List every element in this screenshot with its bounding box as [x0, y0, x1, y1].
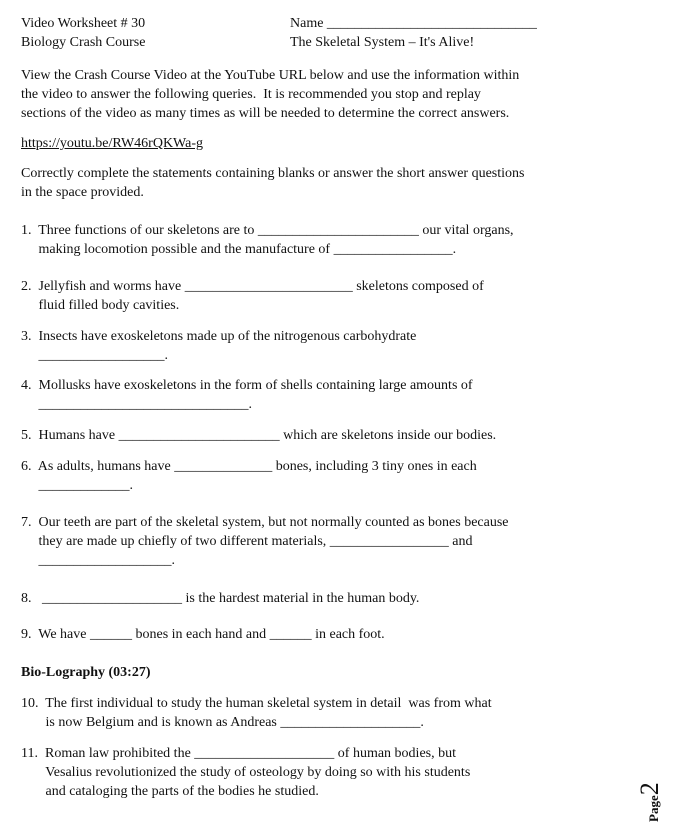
question-9 — [21, 625, 641, 644]
question-1 — [21, 221, 641, 259]
question-5 — [21, 426, 641, 445]
question-line: _____________. — [21, 478, 133, 493]
question-line: is now Belgium and is known as Andreas ____________________. — [21, 715, 424, 730]
video-url-row — [21, 134, 621, 153]
question-2 — [21, 277, 641, 315]
question-line: ___________________. — [21, 553, 175, 568]
question-line: making locomotion possible and the manufacture of _________________. — [21, 242, 457, 257]
intro-paragraph — [21, 66, 621, 123]
question-line: and cataloging the parts of the bodies he studied. — [21, 784, 319, 799]
question-line: ______________________________. — [21, 397, 252, 412]
name-field-label: Name ______________________________ — [290, 16, 537, 31]
question-line: 7. Our teeth are part of the skeletal system, but not normally counted as bones because — [21, 515, 509, 530]
question-line: 1. Three functions of our skeletons are to _______________________ our vital organs, — [21, 223, 514, 238]
section-heading-text: Bio-Lography (03:27) — [21, 665, 151, 680]
question-line: 11. Roman law prohibited the ____________________ of human bodies, but — [21, 746, 456, 761]
question-10 — [21, 694, 641, 732]
section-heading — [21, 663, 641, 682]
question-6 — [21, 457, 641, 495]
instructions-line: in the space provided. — [21, 185, 144, 200]
question-line: 2. Jellyfish and worms have ________________________ skeletons composed of — [21, 279, 484, 294]
question-11 — [21, 744, 641, 801]
page-digit: 2 — [635, 782, 664, 796]
question-line: 5. Humans have _______________________ which are skeletons inside our bodies. — [21, 428, 497, 443]
question-line: Vesalius revolutionized the study of osteology by doing so with his students — [21, 765, 471, 780]
question-7 — [21, 513, 641, 570]
page-number-rotated — [635, 782, 664, 822]
question-line: __________________. — [21, 348, 168, 363]
video-url-link[interactable]: https://youtu.be/RW46rQKWa-g — [21, 136, 204, 151]
instructions-paragraph — [21, 164, 621, 202]
intro-line: the video to answer the following queries. It is recommended you stop and replay — [21, 87, 481, 102]
intro-line: View the Crash Course Video at the YouTube URL below and use the information within — [21, 68, 520, 83]
worksheet-number: Video Worksheet # 30 — [21, 16, 146, 31]
question-line: they are made up chiefly of two different materials, _________________ and — [21, 534, 473, 549]
question-line: 6. As adults, humans have ______________ bones, including 3 tiny ones in each — [21, 459, 477, 474]
instructions-line: Correctly complete the statements containing blanks or answer the short answer questions — [21, 166, 525, 181]
page-number — [635, 770, 677, 830]
course-name: Biology Crash Course — [21, 35, 146, 50]
question-line: 3. Insects have exoskeletons made up of the nitrogenous carbohydrate — [21, 329, 417, 344]
question-8 — [21, 589, 641, 608]
question-4 — [21, 376, 641, 414]
question-3 — [21, 327, 641, 365]
question-line: 8. ____________________ is the hardest material in the human body. — [21, 591, 420, 606]
worksheet-title: The Skeletal System – It's Alive! — [290, 35, 475, 50]
page-word: Page — [646, 795, 661, 822]
question-line: fluid filled body cavities. — [21, 298, 180, 313]
header-left — [21, 14, 145, 52]
header-right — [290, 14, 537, 52]
question-line: 9. We have ______ bones in each hand and ______ in each foot. — [21, 627, 385, 642]
question-line: 4. Mollusks have exoskeletons in the form of shells containing large amounts of — [21, 378, 473, 393]
intro-line: sections of the video as many times as will be needed to determine the correct answers. — [21, 106, 510, 121]
question-line: 10. The first individual to study the human skeletal system in detail was from what — [21, 696, 492, 711]
